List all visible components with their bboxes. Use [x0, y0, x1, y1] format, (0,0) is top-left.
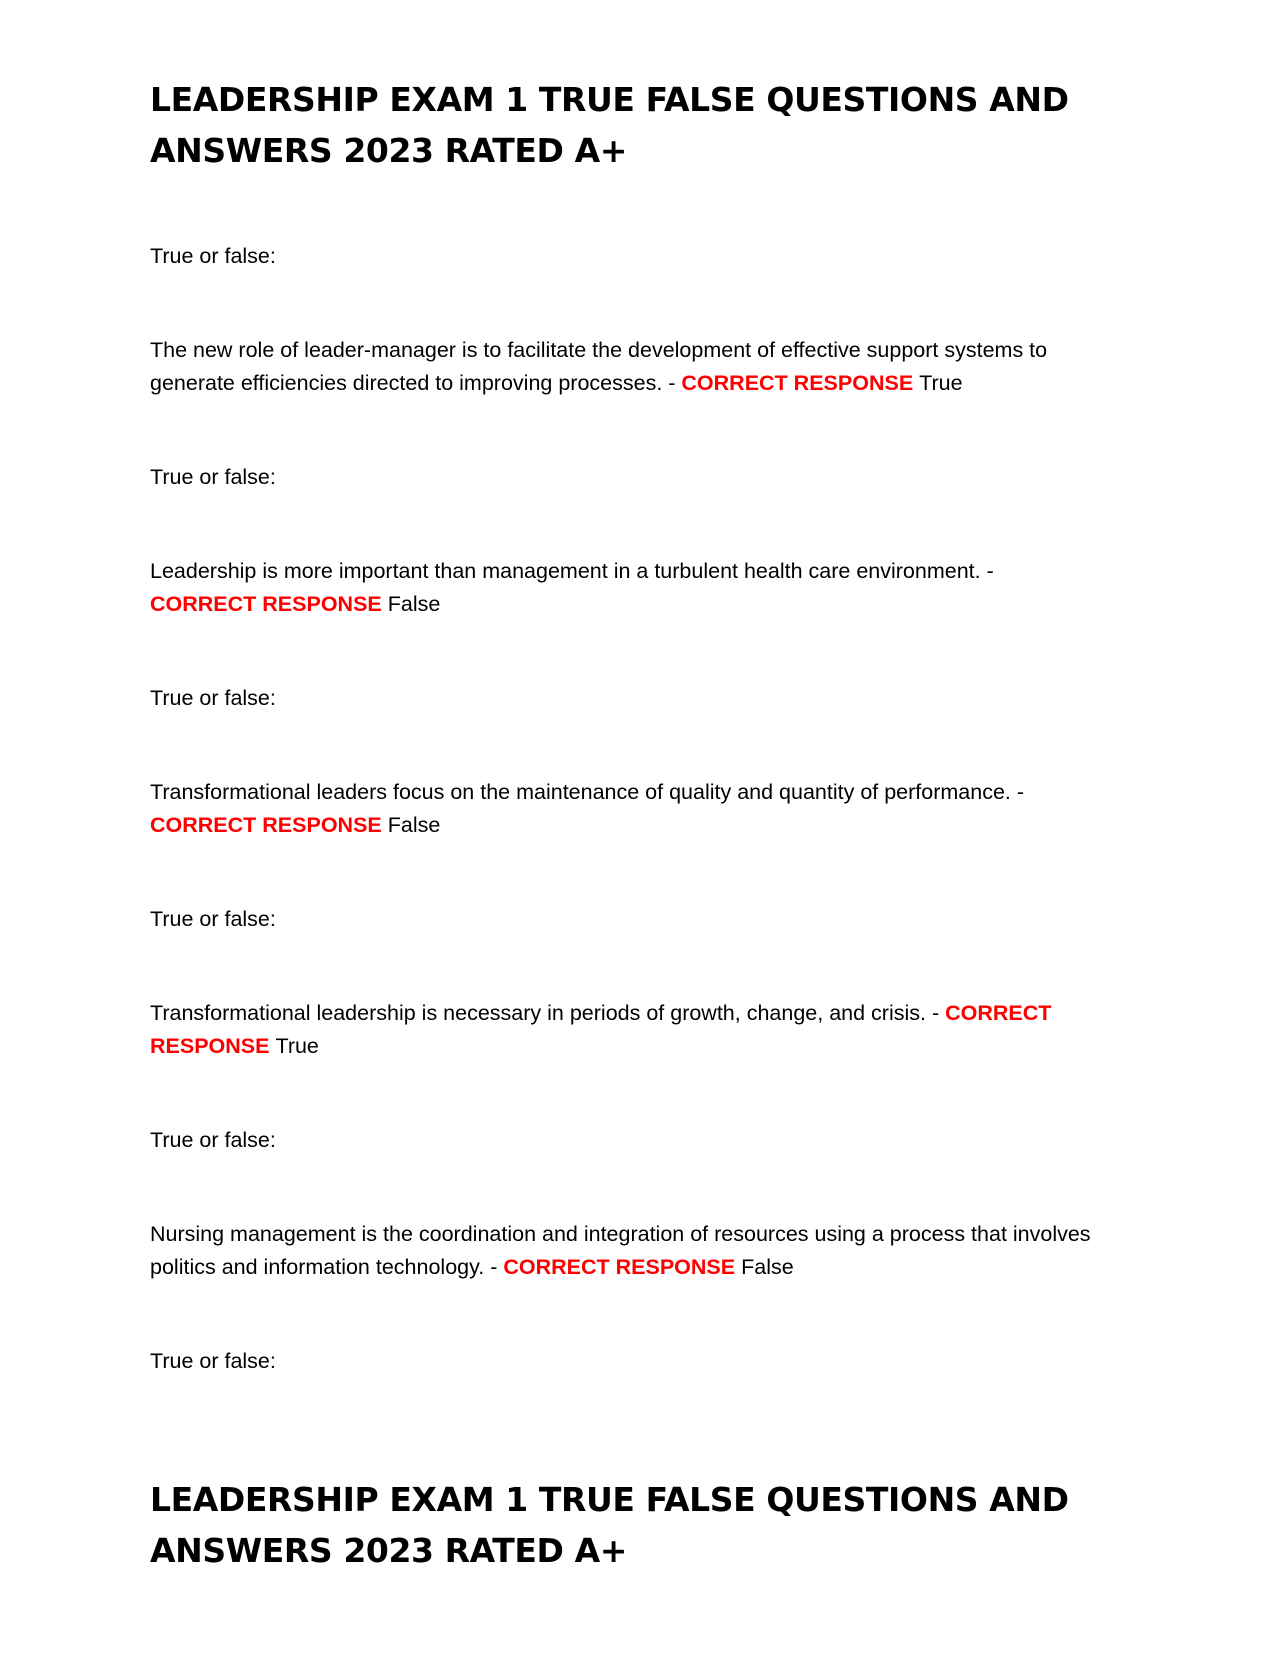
answer-text: False: [387, 592, 441, 616]
question-text: The new role of leader-manager is to facilitate the development of effective support systems to generate efficiencies directed to improving processes. -: [150, 338, 1048, 395]
correct-response-tag: CORRECT RESPONSE: [150, 1001, 1052, 1058]
tf-prompt: [150, 240, 1130, 273]
correct-response-tag: CORRECT RESPONSE: [150, 813, 382, 837]
question-item: [150, 555, 1130, 621]
answer-text: False: [387, 813, 441, 837]
correct-response-tag: CORRECT RESPONSE: [681, 371, 914, 395]
question-item: [150, 334, 1130, 400]
question-item: [150, 997, 1130, 1063]
question-text: Transformational leadership is necessary in periods of growth, change, and crisis. -: [150, 1001, 946, 1025]
tf-prompt-label: True or false:: [150, 1128, 276, 1152]
correct-response-tag: CORRECT RESPONSE: [150, 592, 382, 616]
tf-prompt-label: True or false:: [150, 1349, 276, 1373]
question-text: Transformational leaders focus on the maintenance of quality and quantity of performance. -: [150, 780, 1025, 804]
document-page: [150, 74, 1130, 1378]
document-footer-title: LEADERSHIP EXAM 1 TRUE FALSE QUESTIONS AND ANSWERS 2023 RATED A+: [150, 1480, 1069, 1570]
tf-prompt-label: True or false:: [150, 686, 276, 710]
question-text: Nursing management is the coordination and integration of resources using a process that involves politics and information technology. -: [150, 1222, 1091, 1279]
answer-text: True: [275, 1034, 319, 1058]
tf-prompt-label: True or false:: [150, 907, 276, 931]
question-text: Leadership is more important than management in a turbulent health care environment. -: [150, 559, 994, 583]
question-item: [150, 776, 1130, 842]
tf-prompt: [150, 682, 1130, 715]
tf-prompt: [150, 903, 1130, 936]
tf-prompt: [150, 461, 1130, 494]
answer-text: True: [919, 371, 963, 395]
tf-prompt: [150, 1124, 1130, 1157]
question-item: [150, 1218, 1130, 1284]
document-title: LEADERSHIP EXAM 1 TRUE FALSE QUESTIONS AND ANSWERS 2023 RATED A+: [150, 80, 1069, 170]
tf-prompt: [150, 1345, 1130, 1378]
tf-prompt-label: True or false:: [150, 465, 276, 489]
answer-text: False: [741, 1255, 794, 1279]
tf-prompt-label: True or false:: [150, 244, 276, 268]
correct-response-tag: CORRECT RESPONSE: [503, 1255, 736, 1279]
